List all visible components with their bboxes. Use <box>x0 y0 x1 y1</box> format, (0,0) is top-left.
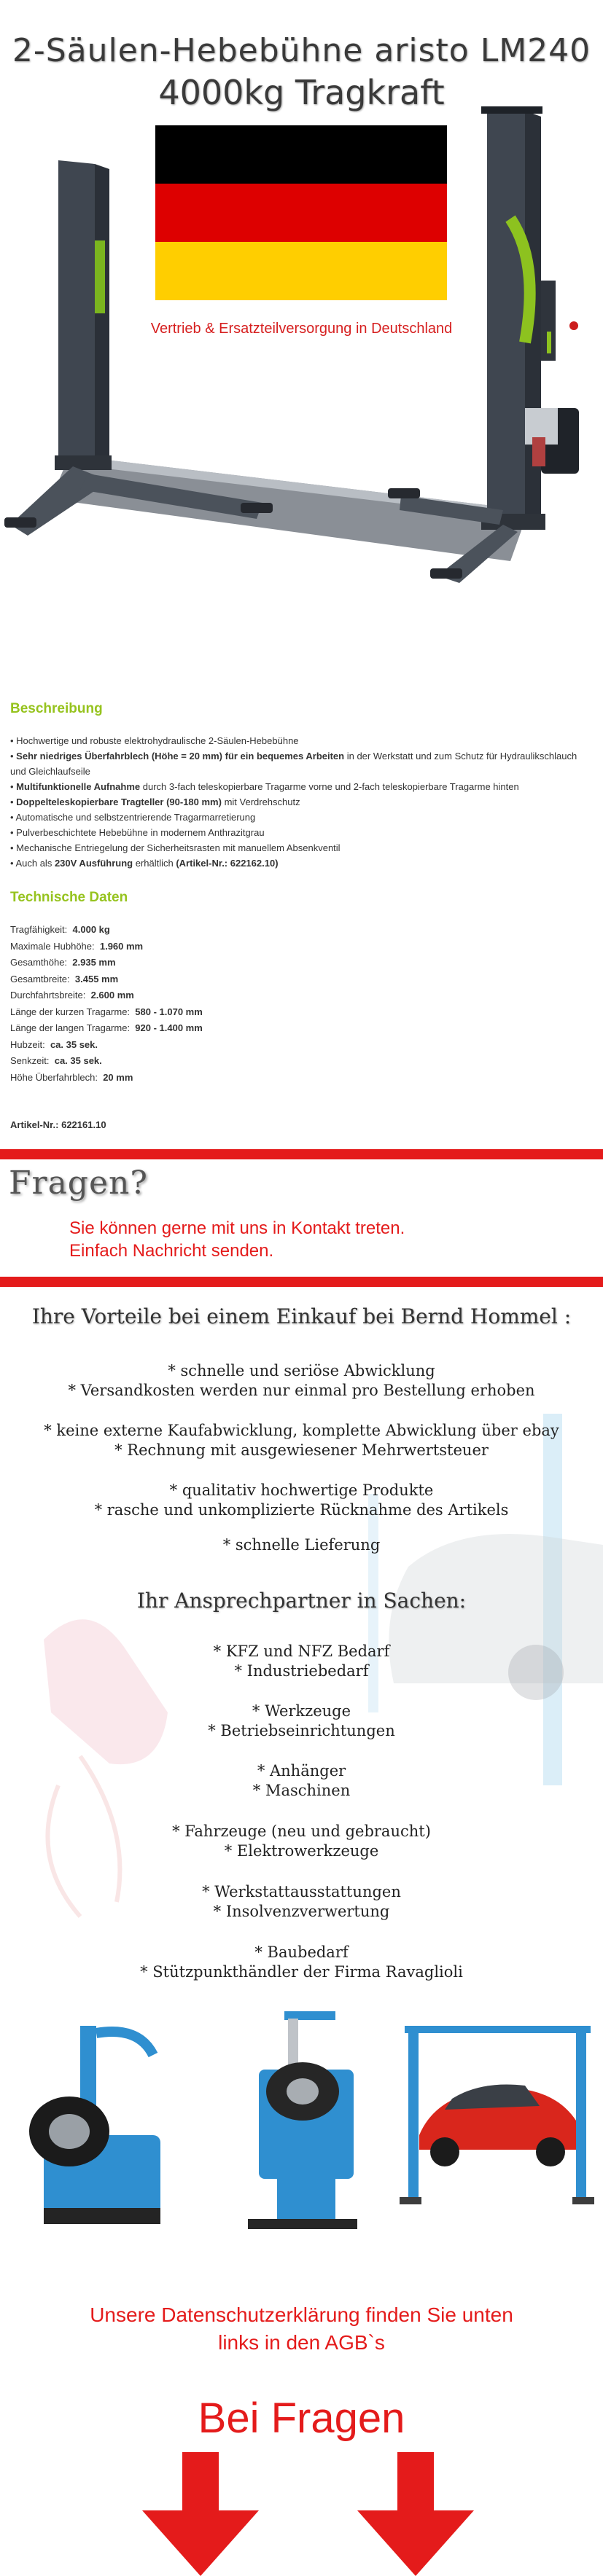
red-divider-bottom <box>0 1277 603 1287</box>
spec-row: Gesamtbreite: 3.455 mm <box>10 973 119 984</box>
feature-list <box>10 733 593 871</box>
description-heading: Beschreibung <box>10 701 103 716</box>
feature-item: • Sehr niedriges Überfahrblech (Höhe = 20 mm) für ein bequemes Arbeiten in der Werkstatt und zum Schutz für Hydraulikschlauch und Gleichlaufseile <box>10 748 593 779</box>
contact-group: * Fahrzeuge (neu und gebraucht) * Elektrowerkzeuge <box>172 1823 431 1860</box>
product-title-line2: 4000kg Tragkraft <box>158 73 445 112</box>
spec-table <box>10 922 593 1086</box>
spec-row: Gesamthöhe: 2.935 mm <box>10 957 116 968</box>
product-description <box>0 692 603 1144</box>
contact-group: * Anhänger * Maschinen <box>252 1762 351 1799</box>
spec-row: Hubzeit: ca. 35 sek. <box>10 1038 98 1050</box>
spec-row: Senkzeit: ca. 35 sek. <box>10 1055 102 1066</box>
contact-heading: Ihr Ansprechpartner in Sachen: <box>136 1589 467 1613</box>
feature-item: • Hochwertige und robuste elektrohydraulische 2-Säulen-Hebebühne <box>10 733 593 748</box>
questions-text: Sie können gerne mit uns in Kontakt treten. Einfach Nachricht senden. <box>69 1218 405 1261</box>
arrow-down-icon <box>142 2452 259 2576</box>
feature-item: • Pulverbeschichtete Hebebühne in modernem Anthrazitgrau <box>10 825 593 840</box>
feature-item: • Automatische und selbstzentrierende Tragarmarretierung <box>10 810 593 825</box>
questions-title: Fragen? <box>9 1164 148 1202</box>
feature-item: • Multifunktionelle Aufnahme durch 3-fach teleskopierbare Tragarme vorne und 2-fach teleskopierbare Tragarme hinten <box>10 779 593 794</box>
contact-group: * Werkzeuge * Betriebseinrichtungen <box>208 1702 395 1739</box>
contact-group: * Werkstattausstattungen * Insolvenzverwertung <box>202 1883 401 1920</box>
advantages-section <box>0 1304 603 2252</box>
advantages-group: * schnelle Lieferung <box>222 1536 381 1554</box>
technical-heading: Technische Daten <box>10 890 128 905</box>
flag-stripe-gold <box>155 242 447 300</box>
red-divider-top <box>0 1149 603 1159</box>
bei-fragen-heading: Bei Fragen <box>198 2395 405 2442</box>
article-number: Artikel-Nr.: 622161.10 <box>10 1119 106 1130</box>
product-photos-row <box>0 2004 603 2244</box>
product-title-line1: 2-Säulen-Hebebühne aristo LM240 <box>12 32 591 69</box>
german-flag <box>155 125 447 300</box>
feature-item: • Auch als 230V Ausführung erhältlich (Artikel-Nr.: 622162.10) <box>10 856 593 871</box>
advantages-heading: Ihre Vorteile bei einem Einkauf bei Bernd Hommel : <box>31 1304 572 1328</box>
flag-stripe-black <box>155 125 447 184</box>
advantages-group: * qualitativ hochwertige Produkte * rasche und unkomplizierte Rücknahme des Artikels <box>94 1481 509 1519</box>
advantages-group: * keine externe Kaufabwicklung, komplette Abwicklung über ebay * Rechnung mit ausgewiesener Mehrwertsteuer <box>44 1422 559 1459</box>
privacy-notice: Unsere Datenschutzerklärung finden Sie unten links in den AGB`s <box>90 2303 513 2354</box>
spec-row: Tragfähigkeit: 4.000 kg <box>10 924 110 935</box>
spec-row: Maximale Hubhöhe: 1.960 mm <box>10 940 144 952</box>
contact-group: * Baubedarf * Stützpunkthändler der Firma Ravaglioli <box>140 1943 463 1981</box>
spec-row: Höhe Überfahrblech: 20 mm <box>10 1071 133 1083</box>
arrow-down-icon <box>357 2452 474 2576</box>
flag-stripe-red <box>155 184 447 242</box>
spec-row: Länge der kurzen Tragarme: 580 - 1.070 mm <box>10 1006 203 1017</box>
contact-group: * KFZ und NFZ Bedarf * Industriebedarf <box>213 1643 390 1680</box>
feature-item: • Doppelteleskopierbare Tragteller (90-180 mm) mit Verdrehschutz <box>10 794 593 810</box>
distribution-tagline: Vertrieb & Ersatzteilversorgung in Deutschland <box>150 321 453 337</box>
spec-row: Durchfahrtsbreite: 2.600 mm <box>10 990 134 1001</box>
spec-row: Länge der langen Tragarme: 920 - 1.400 mm <box>10 1022 203 1033</box>
product-hero <box>0 0 603 692</box>
feature-item: • Mechanische Entriegelung der Sicherheitsrasten mit manuellem Absenkventil <box>10 840 593 856</box>
advantages-group: * schnelle und seriöse Abwicklung * Versandkosten werden nur einmal pro Bestellung erhoben <box>68 1362 535 1399</box>
